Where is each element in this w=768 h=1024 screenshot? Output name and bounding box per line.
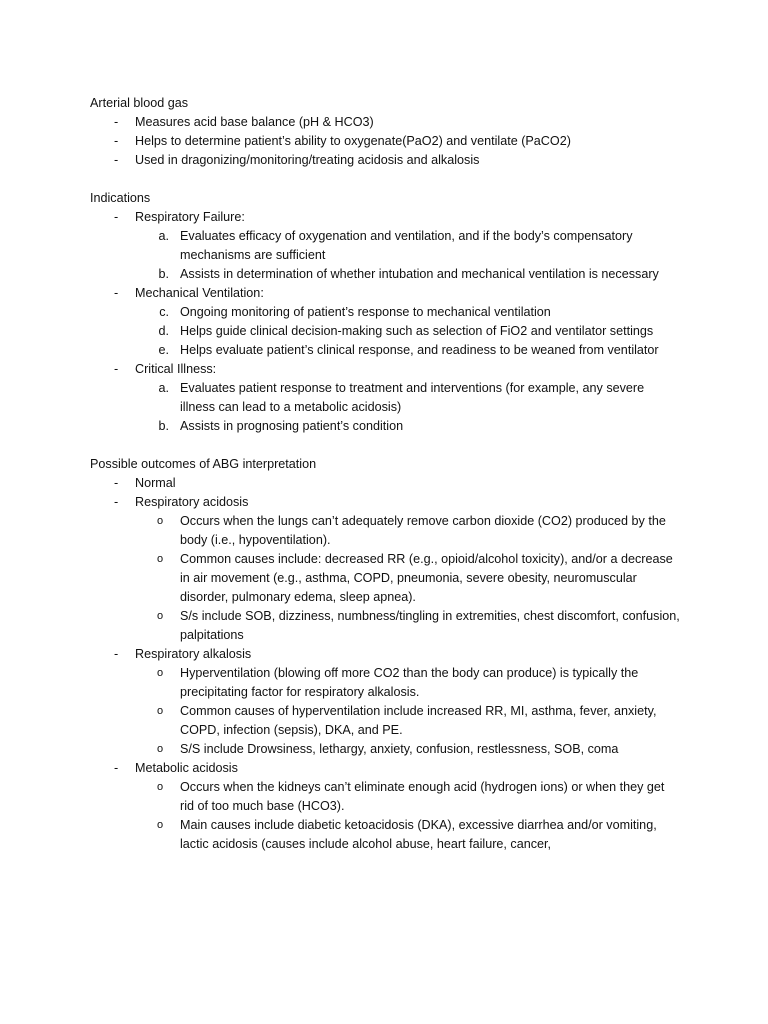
circle-bullet: o (157, 667, 164, 679)
dash-bullet: - (114, 210, 119, 224)
list-item-text: Mechanical Ventilation: (135, 286, 264, 300)
sub-item-text: Helps evaluate patient’s clinical response, and readiness to be weaned from ventilator (180, 343, 659, 357)
sub-list-item (135, 227, 680, 265)
sub-list-item (135, 550, 680, 607)
sub-item-text: Assists in prognosing patient’s condition (180, 419, 404, 433)
dash-bullet: - (114, 761, 119, 775)
dash-bullet: - (114, 647, 119, 661)
list-item-text: Measures acid base balance (pH & HCO3) (135, 115, 374, 129)
section-heading: Indications (90, 191, 151, 205)
sub-item-text: Evaluates patient response to treatment and interventions (for example, any severe illness can lead to a metabolic acidosis) (180, 381, 645, 414)
list-item (90, 493, 680, 645)
sub-list-item (135, 303, 680, 322)
list-item (90, 208, 680, 284)
sub-list-item (135, 322, 680, 341)
sub-list-item (135, 778, 680, 816)
sub-list-item (135, 265, 680, 284)
document-body (90, 94, 680, 854)
lettered-list (135, 379, 680, 436)
list-item-text: Critical Illness: (135, 362, 217, 376)
dash-bullet: - (114, 476, 119, 490)
section-heading: Arterial blood gas (90, 96, 189, 110)
sub-item-text: Helps guide clinical decision-making such as selection of FiO2 and ventilator settings (180, 324, 654, 338)
circle-bullet: o (157, 553, 164, 565)
circle-bullet: o (157, 781, 164, 793)
list-item-text: Normal (135, 476, 176, 490)
list-item (90, 284, 680, 360)
list-item (90, 132, 680, 151)
section-indications (90, 189, 680, 436)
list-item-text: Metabolic acidosis (135, 761, 238, 775)
circle-bullet-list (135, 512, 680, 645)
dash-bullet: - (114, 115, 119, 129)
list-item-text: Helps to determine patient’s ability to oxygenate(PaO2) and ventilate (PaCO2) (135, 134, 571, 148)
list-item (90, 113, 680, 132)
item-letter: b. (158, 267, 169, 281)
sub-item-text: Occurs when the kidneys can’t eliminate enough acid (hydrogen ions) or when they get rid of too much base (HCO3). (180, 780, 665, 813)
sub-item-text: Common causes of hyperventilation include increased RR, MI, asthma, fever, anxiety, COPD, infection (sepsis), DKA, and PE. (180, 704, 657, 737)
bullet-list (90, 474, 680, 854)
sub-list-item (135, 740, 680, 759)
sub-list-item (135, 341, 680, 360)
circle-bullet: o (157, 819, 164, 831)
list-item-text: Used in dragonizing/monitoring/treating acidosis and alkalosis (135, 153, 480, 167)
sub-list-item (135, 816, 680, 854)
list-item-text: Respiratory acidosis (135, 495, 249, 509)
sub-item-text: Common causes include: decreased RR (e.g., opioid/alcohol toxicity), and/or a decrease in air movement (e.g., asthma, COPD, pneumonia, severe obesity, neuromuscular disorder, pulmonary edema, sleep apnea). (180, 552, 673, 604)
circle-bullet: o (157, 610, 164, 622)
item-letter: a. (158, 381, 169, 395)
sub-list-item (135, 607, 680, 645)
section-arterial-blood-gas (90, 94, 680, 170)
dash-bullet: - (114, 362, 119, 376)
sub-list-item (135, 512, 680, 550)
bullet-list (90, 208, 680, 436)
sub-list-item (135, 417, 680, 436)
sub-item-text: Ongoing monitoring of patient’s response to mechanical ventilation (180, 305, 551, 319)
dash-bullet: - (114, 286, 119, 300)
dash-bullet: - (114, 134, 119, 148)
list-item-text: Respiratory Failure: (135, 210, 245, 224)
section-heading: Possible outcomes of ABG interpretation (90, 457, 317, 471)
item-letter: c. (159, 305, 169, 319)
sub-item-text: S/s include SOB, dizziness, numbness/tingling in extremities, chest discomfort, confusion, palpitations (180, 609, 680, 642)
sub-item-text: S/S include Drowsiness, lethargy, anxiety, confusion, restlessness, SOB, coma (180, 742, 619, 756)
lettered-list (135, 303, 680, 360)
sub-item-text: Occurs when the lungs can’t adequately remove carbon dioxide (CO2) produced by the body (i.e., hypoventilation). (180, 514, 666, 547)
circle-bullet: o (157, 515, 164, 527)
circle-bullet-list (135, 778, 680, 854)
list-item (90, 360, 680, 436)
list-item (90, 645, 680, 759)
section-possible-outcomes (90, 455, 680, 854)
circle-bullet: o (157, 705, 164, 717)
item-letter: d. (158, 324, 169, 338)
item-letter: a. (158, 229, 169, 243)
sub-item-text: Assists in determination of whether intubation and mechanical ventilation is necessary (180, 267, 659, 281)
list-item-text: Respiratory alkalosis (135, 647, 252, 661)
dash-bullet: - (114, 495, 119, 509)
item-letter: b. (158, 419, 169, 433)
lettered-list (135, 227, 680, 284)
circle-bullet: o (157, 743, 164, 755)
sub-list-item (135, 702, 680, 740)
item-letter: e. (158, 343, 169, 357)
list-item (90, 759, 680, 854)
list-item (90, 474, 680, 493)
sub-item-text: Evaluates efficacy of oxygenation and ventilation, and if the body’s compensatory mechanisms are sufficient (180, 229, 633, 262)
sub-item-text: Main causes include diabetic ketoacidosis (DKA), excessive diarrhea and/or vomiting, lactic acidosis (causes include alcohol abuse, heart failure, cancer, (180, 818, 657, 851)
sub-list-item (135, 664, 680, 702)
circle-bullet-list (135, 664, 680, 759)
sub-item-text: Hyperventilation (blowing off more CO2 than the body can produce) is typically the precipitating factor for respiratory alkalosis. (180, 666, 639, 699)
sub-list-item (135, 379, 680, 417)
list-item (90, 151, 680, 170)
dash-bullet: - (114, 153, 119, 167)
bullet-list (90, 113, 680, 170)
